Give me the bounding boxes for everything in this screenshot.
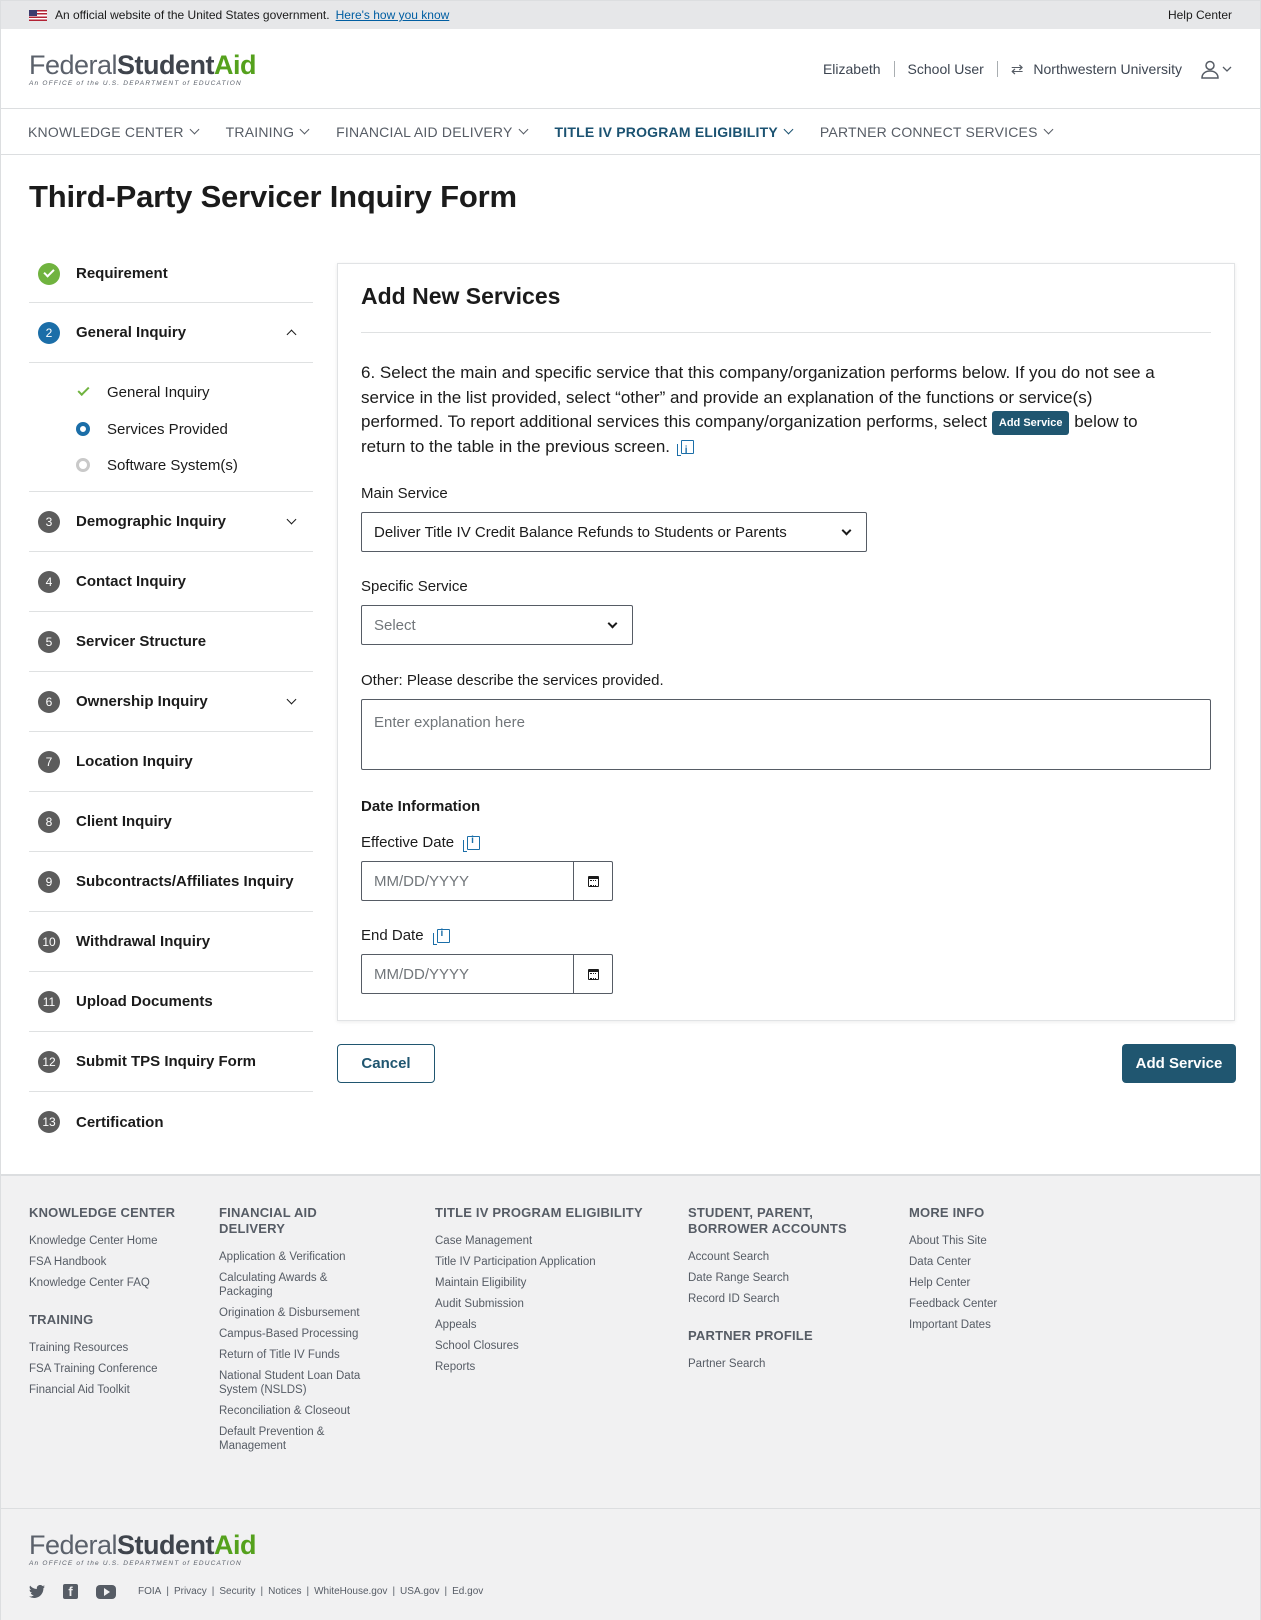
page-title: Third-Party Servicer Inquiry Form [29,179,517,214]
switch-school-icon[interactable]: ⇄ [1010,60,1024,78]
gov-banner-text: An official website of the United States government. [55,8,330,22]
add-services-card [337,263,1235,1021]
footer-col-knowledge-center [29,1205,175,1404]
chevron-down-icon [783,125,793,135]
current-step-icon [76,422,90,436]
step-withdrawal-inquiry[interactable] [29,912,313,972]
chevron-down-icon [1222,65,1232,73]
effective-date-calendar-button[interactable] [574,861,613,901]
substep-general-inquiry[interactable] [29,373,313,411]
user-info [823,59,1232,79]
footer-link[interactable]: Return of Title IV Funds [219,1349,340,1361]
date-information-heading: Date Information [361,798,481,816]
other-label: Other: Please describe the services provided. [361,672,664,690]
footer-link[interactable]: FSA Handbook [29,1256,107,1268]
add-service-button[interactable]: Add Service [1122,1044,1236,1083]
divider: | [260,1586,264,1597]
footer-link[interactable]: Application & Verification [219,1251,346,1263]
question-part-2: below to return to the table in the previous screen. [361,412,1138,456]
chevron-down-icon [300,125,310,135]
footer-link[interactable]: Case Management [435,1235,533,1247]
step-servicer-structure[interactable] [29,612,313,672]
logo-tagline: An OFFICE of the U.S. DEPARTMENT of EDUCATION [29,79,242,87]
footer-link[interactable]: Record ID Search [688,1293,780,1305]
divider: | [306,1586,310,1597]
legal-link[interactable]: Ed.gov [452,1586,484,1597]
chevron-down-icon [189,125,199,135]
step-number: 5 [38,631,60,653]
nav-title-iv-program-eligibility[interactable] [555,124,792,140]
substep-label: General Inquiry [107,383,210,401]
step-number: 4 [38,571,60,593]
question-text [361,361,1161,459]
twitter-icon[interactable] [29,1585,45,1598]
legal-links [138,1586,483,1597]
step-client-inquiry[interactable] [29,792,313,852]
form-stepper [29,245,313,1152]
logo-student: Student [117,1530,215,1560]
footer-link[interactable]: Knowledge Center Home [29,1235,158,1247]
step-number: 11 [38,991,60,1013]
info-icon[interactable] [437,929,450,943]
logo-aid: Aid [214,49,257,80]
logo-federal: Federal [29,49,118,80]
step-submit-tps-inquiry-form[interactable] [29,1032,313,1092]
footer-link[interactable]: Feedback Center [909,1298,998,1310]
facebook-icon[interactable]: f [63,1584,78,1599]
calendar-icon [588,969,599,980]
divider [997,61,998,77]
label-text: Effective Date [361,834,455,852]
divider: | [444,1586,448,1597]
site-header [1,29,1260,109]
step-subcontracts-affiliates-inquiry[interactable] [29,852,313,912]
legal-link[interactable]: WhiteHouse.gov [314,1586,388,1597]
step-number: 7 [38,751,60,773]
step-requirement[interactable] [29,245,313,303]
footer-link[interactable]: Important Dates [909,1319,991,1331]
logo-aid: Aid [214,1530,257,1560]
footer-link[interactable]: Title IV Participation Application [435,1256,596,1268]
school-name[interactable]: Northwestern University [1033,60,1182,77]
info-icon[interactable] [681,440,694,454]
logo-student: Student [117,49,215,80]
nav-training[interactable] [226,124,309,140]
step-label: Withdrawal Inquiry [76,933,211,950]
other-explanation-textarea[interactable]: Enter explanation here [361,699,1211,770]
footer-col-more-info [909,1205,997,1339]
step-number: 2 [38,322,60,344]
footer-link[interactable]: Financial Aid Toolkit [29,1384,130,1396]
chevron-down-icon [287,695,297,705]
main-service-select[interactable] [361,512,867,552]
footer-link[interactable]: Help Center [909,1277,971,1289]
footer-link[interactable]: About This Site [909,1235,987,1247]
legal-link[interactable]: Security [219,1586,256,1597]
footer-fsa-logo[interactable] [29,1531,256,1567]
nav-label: TRAINING [225,123,295,140]
footer-link[interactable]: Knowledge Center FAQ [29,1277,150,1289]
step-label: Contact Inquiry [76,573,187,590]
help-center-link[interactable]: Help Center [1167,8,1232,22]
footer-link[interactable]: National Student Loan Data System (NSLDS) [219,1370,361,1396]
substep-software-systems[interactable] [29,447,313,483]
footer-col-title-iv [435,1205,665,1381]
step-number: 12 [38,1051,60,1073]
footer-heading: MORE INFO [909,1205,985,1220]
gov-banner [1,1,1260,29]
footer-link[interactable]: Origination & Disbursement [219,1307,360,1319]
footer-col-financial-aid-delivery [219,1205,379,1460]
step-ownership-inquiry[interactable] [29,672,313,732]
pending-step-icon [76,458,90,472]
step-certification[interactable] [29,1092,313,1152]
step-number: 3 [38,511,60,533]
divider [894,61,895,77]
footer-heading: TRAINING [29,1312,94,1327]
step-label: Subcontracts/Affiliates Inquiry [76,873,294,890]
step-demographic-inquiry[interactable] [29,492,313,552]
footer-link[interactable]: Date Range Search [688,1272,790,1284]
step-label: Demographic Inquiry [76,513,227,530]
specific-service-label: Specific Service [361,578,468,596]
step-upload-documents[interactable] [29,972,313,1032]
user-icon [1200,59,1220,79]
effective-date-label [361,834,1211,851]
main-nav [1,109,1260,155]
chevron-down-icon [287,515,297,525]
footer-link[interactable]: Audit Submission [435,1298,524,1310]
label-text: End Date [361,927,424,945]
legal-link[interactable]: Privacy [173,1586,207,1597]
nav-label: PARTNER CONNECT SERVICES [819,123,1038,140]
legal-link[interactable]: FOIA [138,1586,162,1597]
selected-value: Select [374,616,416,634]
selected-value: Deliver Title IV Credit Balance Refunds to Students or Parents [374,523,787,541]
check-circle-icon [38,263,60,285]
effective-date-field [361,861,613,901]
social-links [29,1584,483,1599]
step-label: Ownership Inquiry [76,693,208,710]
footer-link[interactable]: FSA Training Conference [29,1363,158,1375]
substep-services-provided[interactable] [29,411,313,447]
footer-link[interactable]: Data Center [909,1256,972,1268]
step-label: Submit TPS Inquiry Form [76,1053,257,1070]
substep-label: Services Provided [107,420,228,438]
footer-link[interactable]: Appeals [435,1319,477,1331]
effective-date-input[interactable]: MM/DD/YYYY [361,861,574,901]
footer-link[interactable]: Reconciliation & Closeout [219,1405,351,1417]
end-date-label [361,927,1211,944]
divider: | [211,1586,215,1597]
youtube-icon[interactable] [96,1585,116,1599]
fsa-logo[interactable] [29,51,256,87]
divider: | [166,1586,169,1597]
user-menu-button[interactable] [1200,59,1232,79]
step-label: Requirement [76,265,168,282]
footer-link[interactable]: Calculating Awards & Packaging [219,1272,328,1298]
inline-add-service-button: Add Service [992,411,1070,435]
footer-heading: PARTNER PROFILE [688,1328,813,1343]
step-number: 9 [38,871,60,893]
user-name: Elizabeth [822,60,881,77]
step-general-inquiry[interactable] [29,303,313,363]
footer-link[interactable]: Partner Search [688,1358,766,1370]
user-role: School User [907,60,984,77]
footer-col-accounts [688,1205,868,1378]
end-date-input[interactable]: MM/DD/YYYY [361,954,574,994]
nav-label: KNOWLEDGE CENTER [28,123,184,140]
footer-link[interactable]: Training Resources [29,1342,129,1354]
end-date-field [361,954,613,994]
footer-link[interactable]: Campus-Based Processing [219,1328,359,1340]
footer-heading: STUDENT, PARENT, BORROWER ACCOUNTS [688,1205,847,1236]
info-icon[interactable] [467,836,480,850]
legal-link[interactable]: USA.gov [400,1586,440,1597]
logo-tagline: An OFFICE of the U.S. DEPARTMENT of EDUCATION [29,1560,242,1567]
footer-link[interactable]: Maintain Eligibility [435,1277,527,1289]
heres-how-you-know-link[interactable]: Here's how you know [335,8,450,22]
chevron-down-icon [518,125,528,135]
step-number: 13 [38,1111,60,1133]
nav-label: FINANCIAL AID DELIVERY [336,123,513,140]
footer-bottom [1,1508,1260,1620]
us-flag-icon [29,10,47,21]
step-number: 10 [38,931,60,953]
step-number: 6 [38,691,60,713]
calendar-icon [588,876,599,887]
chevron-down-icon [1043,125,1053,135]
step-label: Servicer Structure [76,633,207,650]
nav-label: TITLE IV PROGRAM ELIGIBILITY [554,123,778,140]
substep-label: Software System(s) [107,456,238,474]
chevron-down-icon [608,619,618,629]
step-location-inquiry[interactable] [29,732,313,792]
step-contact-inquiry[interactable] [29,552,313,612]
footer-link[interactable]: Account Search [688,1251,770,1263]
logo-federal: Federal [29,1530,118,1560]
site-footer [1,1174,1260,1620]
footer-heading: KNOWLEDGE CENTER [29,1205,176,1220]
chevron-up-icon [287,330,297,340]
footer-heading: TITLE IV PROGRAM ELIGIBILITY [435,1205,643,1220]
divider: | [392,1586,396,1597]
question-part-1: 6. Select the main and specific service that this company/organization performs below. If you do not see a service in the list provided, select “other” and provide an explanation of the functions or service(s) performed. To report additional services this company/organization performs, select [361,363,1155,431]
nav-financial-aid-delivery[interactable] [336,124,526,140]
footer-link[interactable]: School Closures [435,1340,519,1352]
step-number: 8 [38,811,60,833]
check-icon [77,384,89,396]
nav-partner-connect-services[interactable] [820,124,1052,140]
legal-link[interactable]: Notices [268,1586,302,1597]
general-inquiry-substeps [29,363,313,492]
footer-link[interactable]: Default Prevention & Management [219,1426,325,1452]
chevron-down-icon [842,526,852,536]
step-label: Client Inquiry [76,813,172,830]
card-title: Add New Services [361,281,1211,333]
specific-service-select[interactable] [361,605,633,645]
footer-heading: FINANCIAL AID DELIVERY [219,1205,317,1236]
end-date-calendar-button[interactable] [574,954,613,994]
step-label: Upload Documents [76,993,213,1010]
nav-knowledge-center[interactable] [28,124,198,140]
cancel-button[interactable]: Cancel [337,1044,435,1083]
step-label: Location Inquiry [76,753,193,770]
step-label: Certification [76,1113,164,1131]
step-label: General Inquiry [76,324,187,341]
main-service-label: Main Service [361,485,448,503]
footer-link[interactable]: Reports [435,1361,476,1373]
